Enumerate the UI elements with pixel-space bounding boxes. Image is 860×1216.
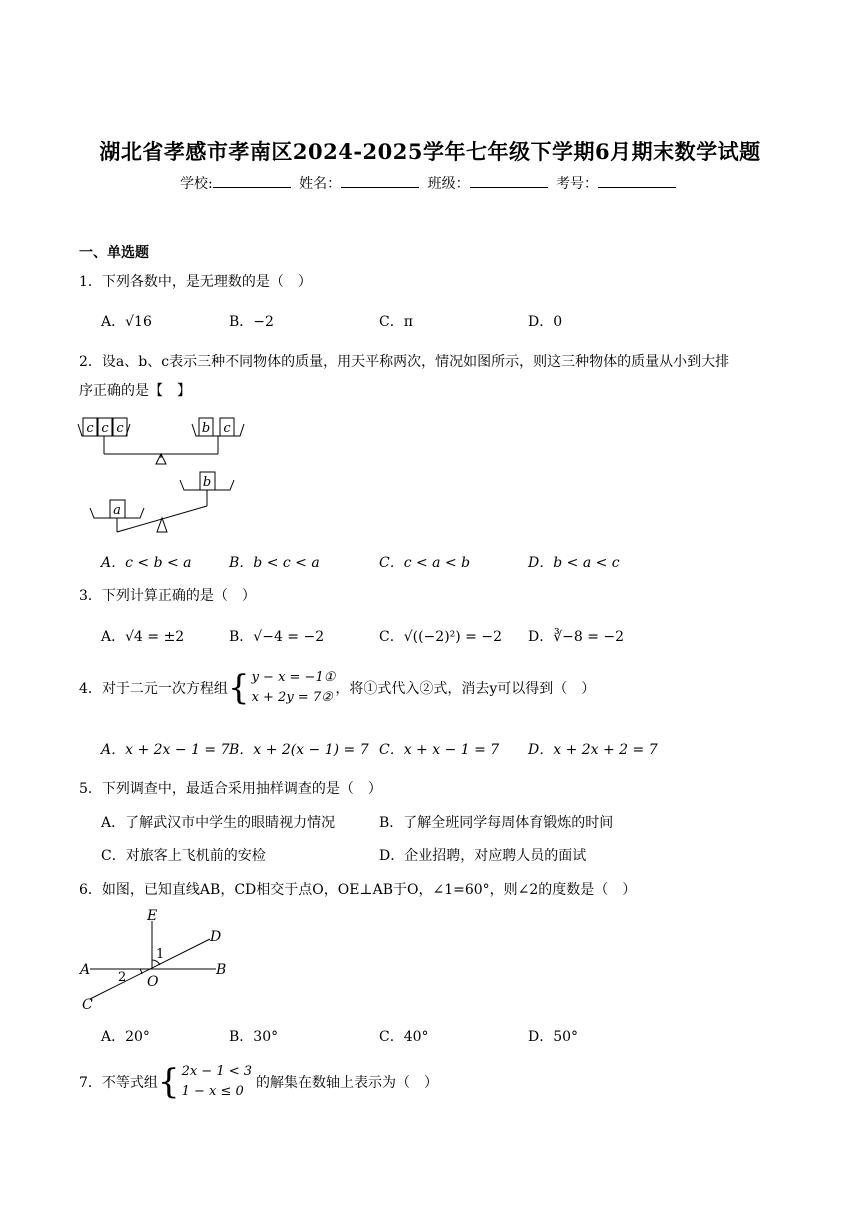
q6-option-d[interactable]: D．50° [528,1029,579,1045]
q3-option-a[interactable]: A．√4 = ±2 [101,629,185,645]
question-5 [79,778,382,798]
question-text: 下列调查中，最适合采用抽样调查的是（ ） [101,781,382,797]
system-brace: { [227,668,250,708]
label-d: D [210,929,222,945]
class-label: 班级： [427,176,470,192]
name-label: 姓名： [299,176,342,192]
q6-option-c[interactable]: C．40° [379,1029,429,1045]
balance-scale-figure [70,410,260,538]
box-label: b [202,475,212,490]
question-3 [79,585,256,605]
q1-option-a[interactable]: A．√16 [101,314,152,330]
q2-option-b[interactable]: B．b < c < a [229,555,320,571]
label-b: B [216,962,227,978]
q5-option-b[interactable]: B．了解全班同学每周体育锻炼的时间 [379,815,614,831]
question-text: 下列计算正确的是（ ） [101,588,256,604]
label-e: E [147,908,158,924]
question-1 [79,271,312,291]
question-number: 1． [79,274,102,290]
question-number: 3． [79,588,102,604]
label-c: C [82,997,93,1013]
inequality-2: 1 − x ≤ 0 [181,1084,244,1099]
q4-option-a[interactable]: A．x + 2x − 1 = 7 [101,742,230,758]
equation-2: x + 2y = 7② [251,690,333,705]
bottom-balance [90,472,234,532]
question-number: 2． [79,354,102,370]
label-a: A [80,962,91,978]
q5-option-d[interactable]: D．企业招聘，对应聘人员的面试 [379,848,587,864]
q6-option-a[interactable]: A．20° [101,1029,150,1045]
inequality-system [182,1062,252,1102]
box-label: a [113,503,121,518]
school-blank[interactable] [213,174,291,188]
question-text-line1: 设a、b、c表示三种不同物体的质量，用天平称两次，情况如图所示，则这三种物体的质量从小到大排 [101,354,730,370]
box-label: c [116,421,124,436]
question-text-pre: 不等式组 [101,1075,158,1091]
question-2 [79,351,729,371]
question-text-post: 的解集在数轴上表示为（ ） [256,1075,439,1091]
exam-no-label: 考号： [556,176,599,192]
box-label: c [86,421,94,436]
q5-option-c[interactable]: C．对旅客上飞机前的安检 [101,848,266,864]
q4-option-b[interactable]: B．x + 2(x − 1) = 7 [229,742,369,758]
question-number: 6． [79,882,102,898]
class-blank[interactable] [470,174,548,188]
label-o: O [147,974,159,990]
q5-option-a[interactable]: A．了解武汉市中学生的眼睛视力情况 [101,815,336,831]
q1-option-c[interactable]: C．π [379,314,413,330]
inequality-1: 2x − 1 < 3 [181,1064,253,1079]
question-text-post: ，将①式代入②式，消去y可以得到（ ） [335,681,596,697]
q2-option-a[interactable]: A．c < b < a [101,555,192,571]
student-info-line [0,173,860,193]
section-heading: 一、单选题 [79,245,149,261]
question-number: 5． [79,781,102,797]
label-angle-2: 2 [118,970,127,985]
q1-option-d[interactable]: D．0 [528,314,563,330]
q4-option-d[interactable]: D．x + 2x + 2 = 7 [528,742,658,758]
name-blank[interactable] [341,174,419,188]
q4-option-c[interactable]: C．x + x − 1 = 7 [379,742,500,758]
page-title: 湖北省孝感市孝南区2024-2025学年七年级下学期6月期末数学试题 [99,139,761,164]
q2-option-c[interactable]: C．c < a < b [379,555,471,571]
q2-option-d[interactable]: D．b < a < c [528,555,620,571]
question-number: 4． [79,681,102,697]
q3-option-b[interactable]: B．√−4 = −2 [229,629,325,645]
question-4 [79,668,595,708]
school-label: 学校: [179,176,213,192]
question-text-pre: 对于二元一次方程组 [101,681,228,697]
question-text: 下列各数中，是无理数的是（ ） [101,274,312,290]
equation-1: y − x = −1① [251,670,336,685]
label-angle-1: 1 [156,947,165,962]
q1-option-b[interactable]: B．−2 [229,314,274,330]
exam-no-blank[interactable] [598,174,676,188]
question-6 [79,879,636,899]
intersecting-lines-figure [76,905,246,1013]
box-label: c [223,421,231,436]
question-2-line2: 序正确的是【 】 [79,383,191,399]
question-text: 如图，已知直线AB，CD相交于点O，OE⊥AB于O，∠1=60°，则∠2的度数是（ ） [101,882,637,898]
equation-system [252,668,336,708]
box-label: c [101,421,109,436]
box-label: b [201,421,211,436]
system-brace: { [157,1062,180,1102]
q3-option-d[interactable]: D．∛−8 = −2 [528,629,625,645]
question-7 [79,1062,438,1102]
question-number: 7． [79,1075,102,1091]
q6-option-b[interactable]: B．30° [229,1029,279,1045]
q3-option-c[interactable]: C．√((−2)²) = −2 [379,629,502,645]
